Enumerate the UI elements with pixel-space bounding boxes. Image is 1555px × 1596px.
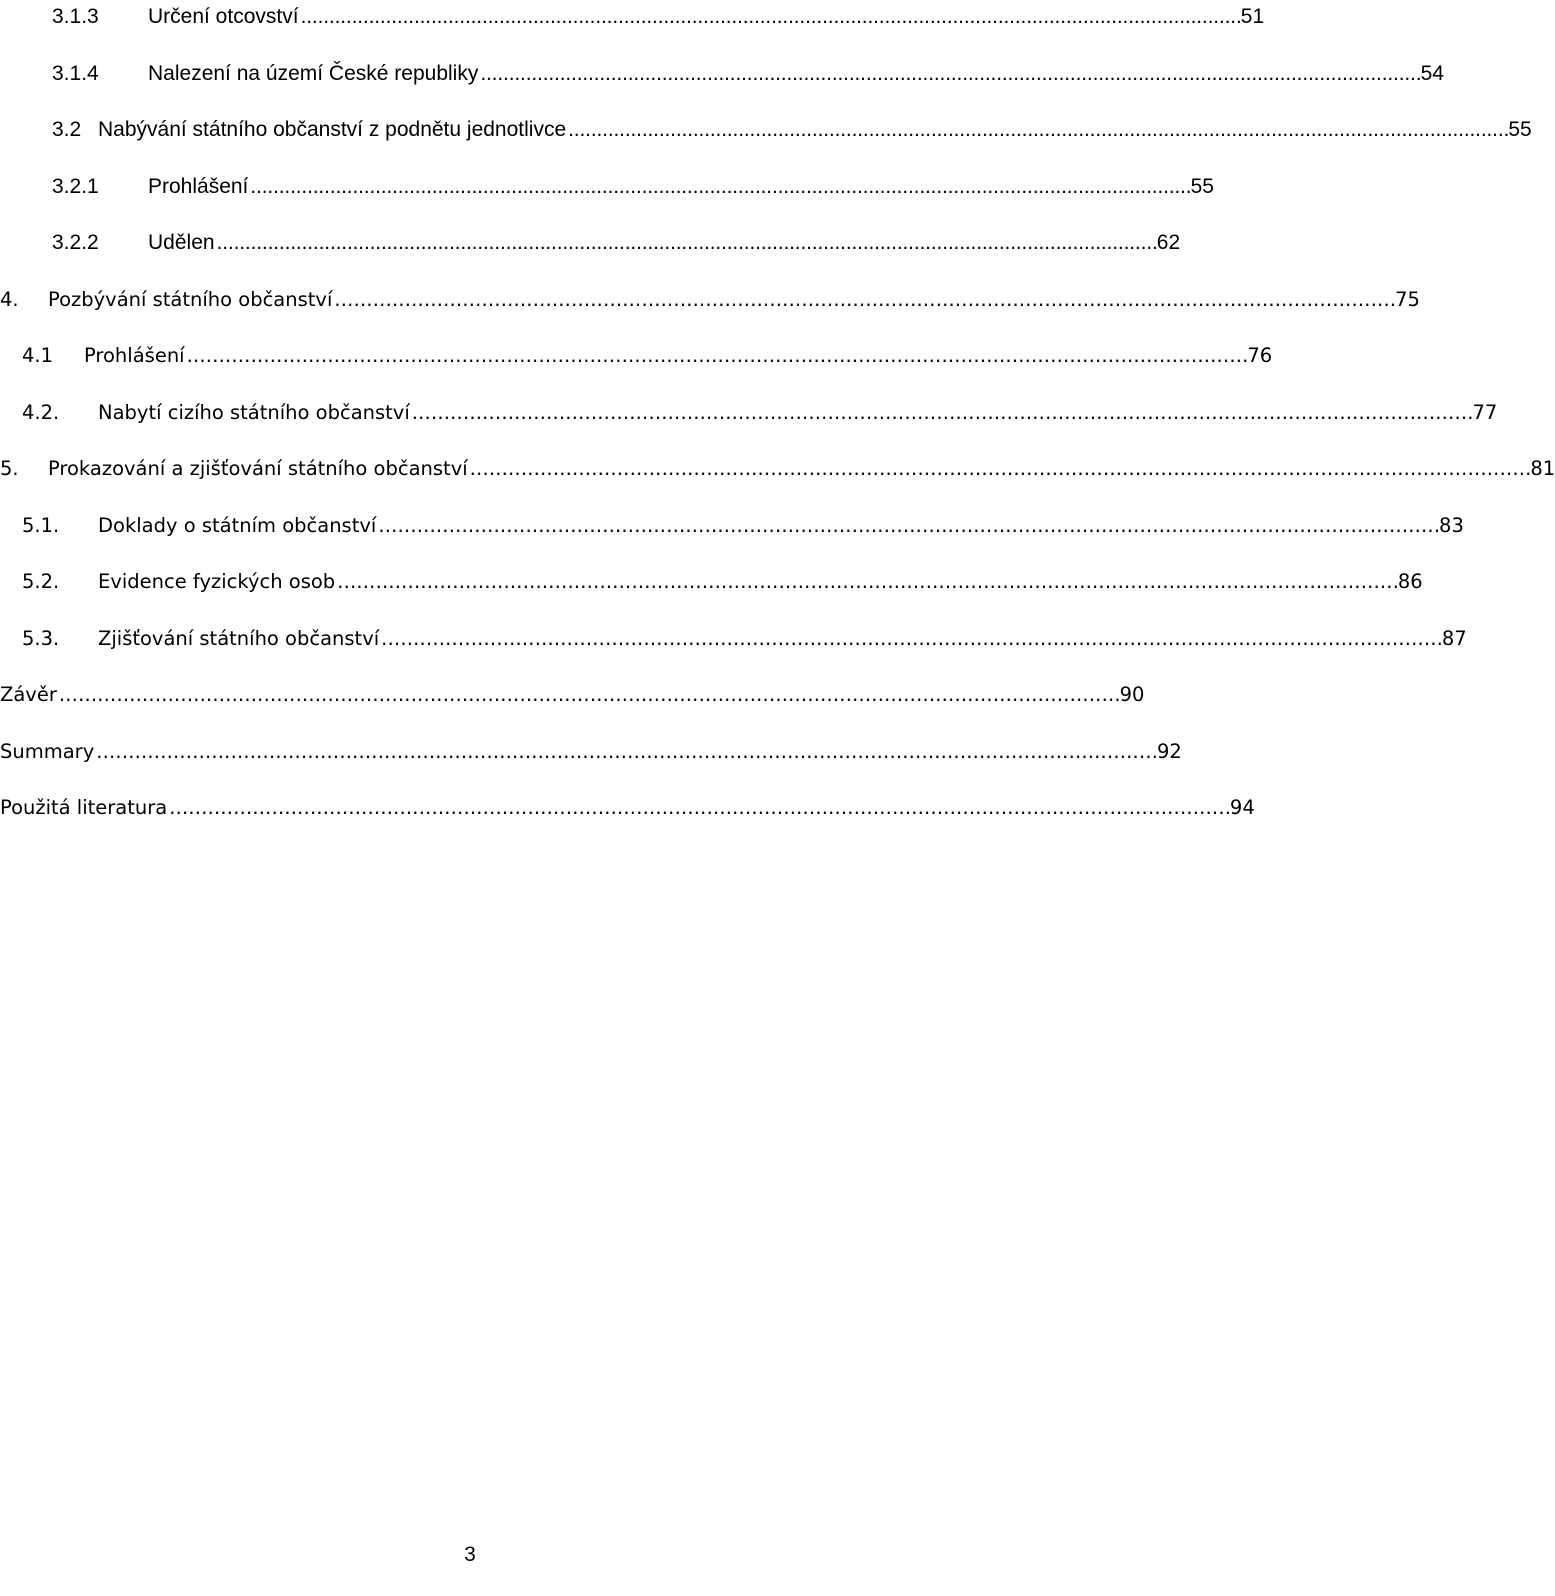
toc-entry-page: 75 [1395,287,1420,311]
toc-entry-title: Prokazování a zjišťování státního občanství [48,457,468,480]
toc-dot-leader [217,226,1155,260]
toc-entry[interactable] [22,622,1467,656]
page-number: 3 [464,1543,476,1566]
toc-dot-leader [59,678,1118,712]
toc-entry[interactable] [22,396,1498,430]
toc-entry-number: 3.2 [52,118,82,141]
toc-entry[interactable] [22,339,1273,373]
toc-entry[interactable] [52,113,1532,147]
toc-entry-page: 55 [1190,174,1214,198]
toc-dot-leader [169,791,1228,825]
toc-entry-page: 76 [1247,344,1273,367]
toc-entry-title: Udělen [148,231,215,254]
toc-entry-number: 3.1.4 [52,61,99,85]
toc-dot-leader [568,113,1506,147]
toc-dot-leader [187,339,1246,373]
toc-entry-title: Určení otcovství [148,5,299,28]
toc-entry-title: Použitá literatura [0,796,168,819]
toc-entry-title: Zjišťování státního občanství [98,626,380,650]
toc-entry-title: Prohlášení [148,174,249,198]
toc-entry-number: 3.2.1 [52,174,99,198]
toc-entry-number: 5.3. [22,626,60,650]
toc-entry-page: 62 [1156,231,1181,254]
toc-dot-leader [250,170,1188,204]
toc-entry-page: 86 [1397,570,1423,593]
toc-entry-number: 4. [0,287,19,311]
toc-entry-page: 81 [1530,457,1555,480]
toc-entry-title: Závěr [0,683,57,706]
toc-entry-title: Nabývání státního občanství z podnětu jednotlivce [98,118,567,141]
toc-entry-page: 92 [1156,739,1182,763]
toc-entry-title: Pozbývání státního občanství [48,287,333,311]
toc-entry-number: 3.2.2 [52,231,99,254]
toc-entry-title: Doklady o státním občanství [98,513,377,537]
toc-entry[interactable] [52,226,1181,260]
toc-entry-title: Evidence fyzických osob [98,570,336,593]
toc-entry-page: 55 [1508,118,1532,141]
toc-entry-number: 5.2. [22,570,60,593]
toc-dot-leader [96,735,1155,769]
toc-entry-page: 51 [1240,5,1265,28]
toc-dot-leader [337,565,1396,599]
toc-entry-number: 3.1.3 [52,5,99,28]
toc-entry[interactable] [52,0,1265,34]
toc-entry-page: 90 [1119,683,1145,706]
toc-dot-leader [378,509,1437,543]
toc-dot-leader [480,57,1418,91]
toc-entry-page: 87 [1441,626,1467,650]
toc-dot-leader [381,622,1440,656]
toc-dot-leader [334,283,1393,317]
toc-entry[interactable] [22,565,1423,599]
toc-entry-page: 54 [1420,61,1444,85]
toc-entry-number: 5.1. [22,513,60,537]
toc-entry-number: 5. [0,457,19,480]
toc-entry-title: Nabytí cizího státního občanství [98,400,410,424]
toc-entry[interactable] [52,57,1444,91]
toc-entry-page: 77 [1472,400,1498,424]
toc-entry-number: 4.1 [22,344,54,367]
toc-dot-leader [470,452,1529,486]
toc-entry[interactable] [0,452,1555,486]
toc-entry[interactable] [0,791,1255,825]
toc-entry-title: Prohlášení [84,344,185,367]
toc-entry-title: Summary [0,739,95,763]
toc-entry[interactable] [0,735,1182,769]
toc-entry-number: 4.2. [22,400,60,424]
toc-dot-leader [301,0,1239,34]
toc-entry[interactable] [52,170,1214,204]
toc-entry-page: 83 [1439,513,1464,537]
toc-entry[interactable] [22,509,1464,543]
toc-entry-title: Nalezení na území České republiky [148,61,479,85]
toc-entry[interactable] [0,283,1420,317]
toc-entry-page: 94 [1229,796,1255,819]
toc-dot-leader [412,396,1471,430]
toc-entry[interactable] [0,678,1145,712]
